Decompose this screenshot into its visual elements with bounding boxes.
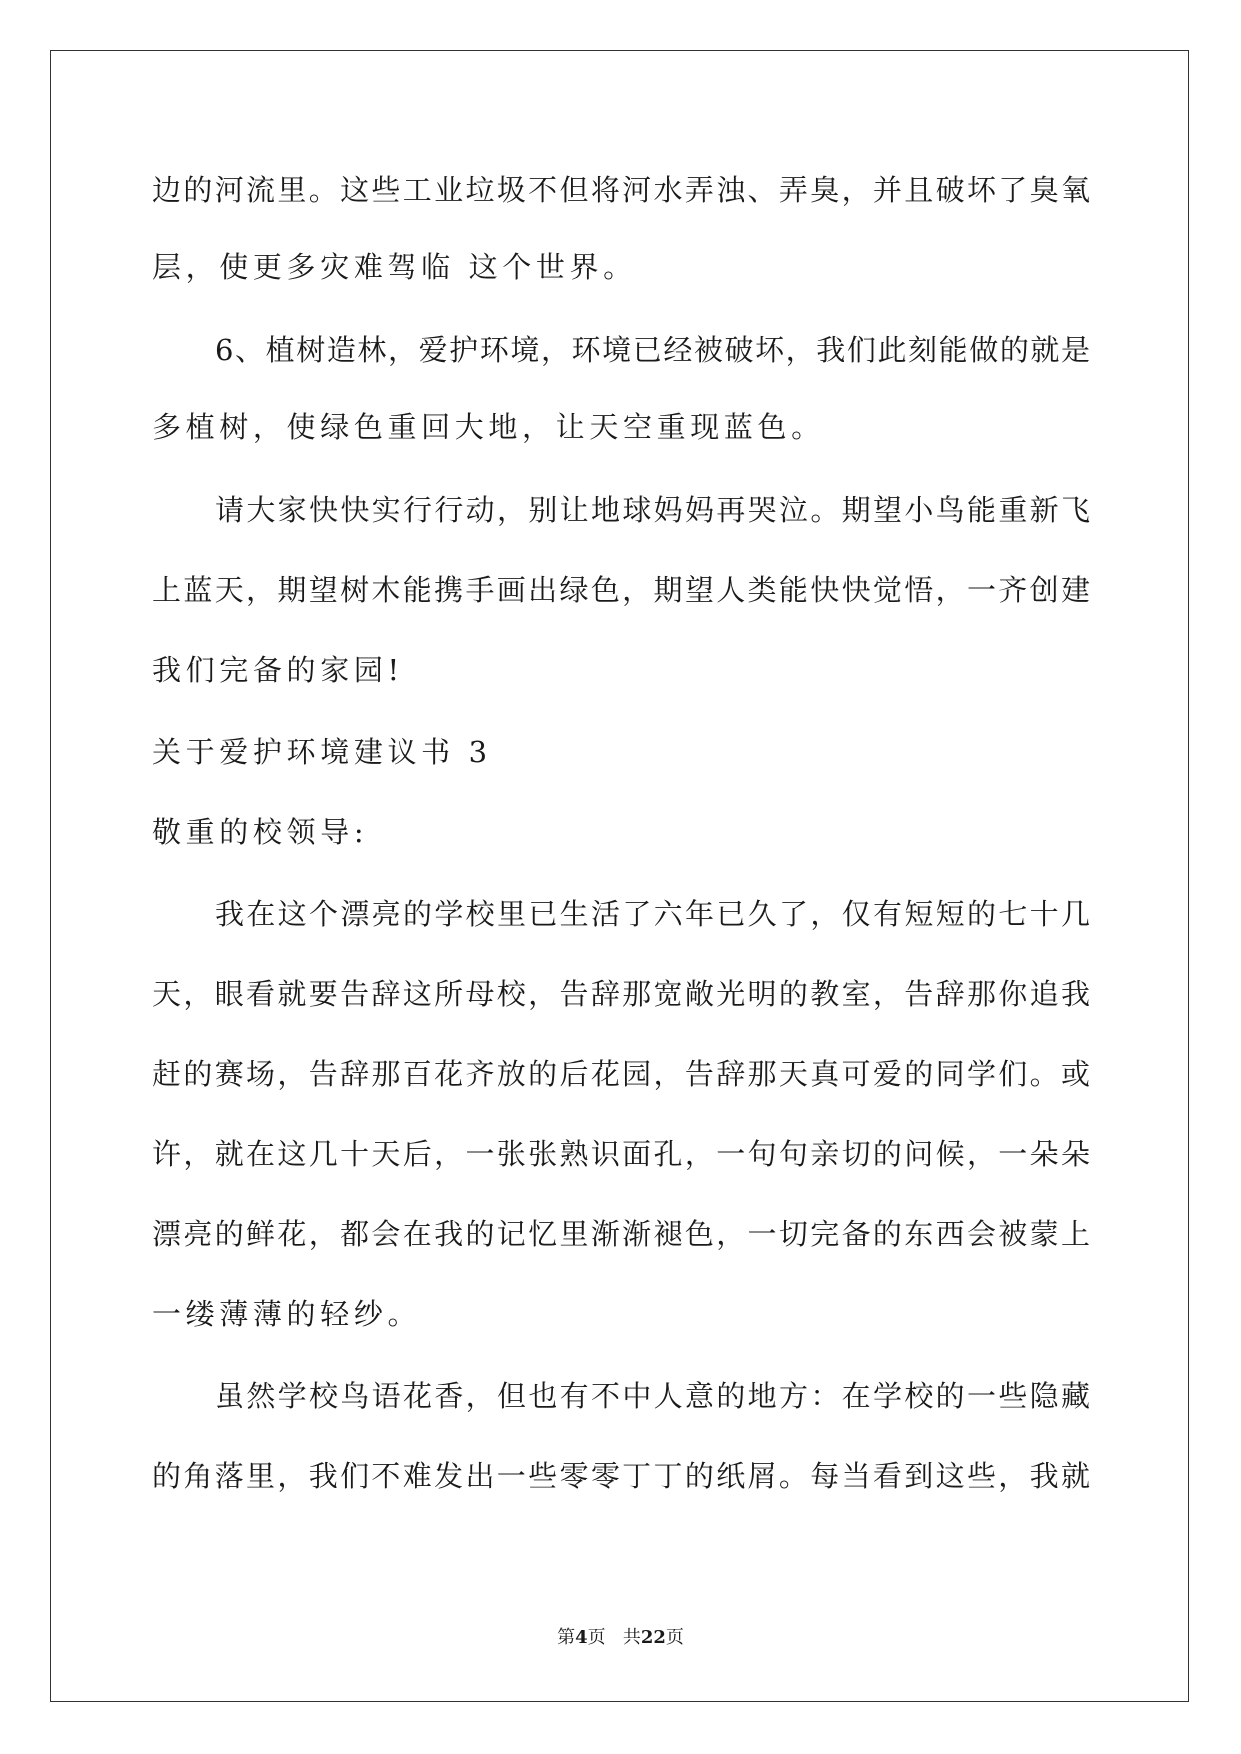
salutation: 敬重的校领导: xyxy=(152,815,369,849)
text-line: 边的河流里。这些工业垃圾不但将河水弄浊、弄臭，并且破坏了臭氧 xyxy=(152,173,1090,207)
text-line: 天，眼看就要告辞这所母校，告辞那宽敞光明的教室，告辞那你追我 xyxy=(152,977,1090,1011)
total-pages: 22 xyxy=(640,1627,666,1648)
page-number: 4 xyxy=(575,1627,588,1648)
text-line: 多植树，使绿色重回大地，让天空重现蓝色。 xyxy=(152,410,825,444)
paragraph-start-line: 我在这个漂亮的学校里已生活了六年已久了，仅有短短的七十几 xyxy=(215,897,1090,931)
page-border xyxy=(50,50,1189,1702)
text-line: 我们完备的家园! xyxy=(152,653,404,687)
text-line: 层，使更多灾难驾临 这个世界。 xyxy=(152,250,637,284)
paragraph-start-line: 6、植树造林，爱护环境，环境已经被破坏，我们此刻能做的就是 xyxy=(215,333,1090,367)
paragraph-start-line: 请大家快快实行行动，别让地球妈妈再哭泣。期望小鸟能重新飞 xyxy=(215,493,1090,527)
text-line: 赶的赛场，告辞那百花齐放的后花园，告辞那天真可爱的同学们。或 xyxy=(152,1057,1090,1091)
footer-total-prefix: 共 xyxy=(622,1627,641,1648)
text-line: 的角落里，我们不难发出一些零零丁丁的纸屑。每当看到这些，我就 xyxy=(152,1459,1090,1493)
paragraph-start-line: 虽然学校鸟语花香，但也有不中人意的地方：在学校的一些隐藏 xyxy=(215,1379,1090,1413)
text-line: 上蓝天，期望树木能携手画出绿色，期望人类能快快觉悟，一齐创建 xyxy=(152,573,1090,607)
text-line: 漂亮的鲜花，都会在我的记忆里渐渐褪色，一切完备的东西会被蒙上 xyxy=(152,1217,1090,1251)
page-footer xyxy=(0,1626,1241,1650)
footer-page-suffix: 页 xyxy=(587,1627,606,1648)
text-line: 一缕薄薄的轻纱。 xyxy=(152,1297,422,1331)
section-heading: 关于爱护环境建议书 3 xyxy=(152,735,492,769)
footer-total-suffix: 页 xyxy=(665,1627,684,1648)
text-line: 许，就在这几十天后，一张张熟识面孔，一句句亲切的问候，一朵朵 xyxy=(152,1137,1090,1171)
footer-prefix: 第 xyxy=(557,1627,576,1648)
